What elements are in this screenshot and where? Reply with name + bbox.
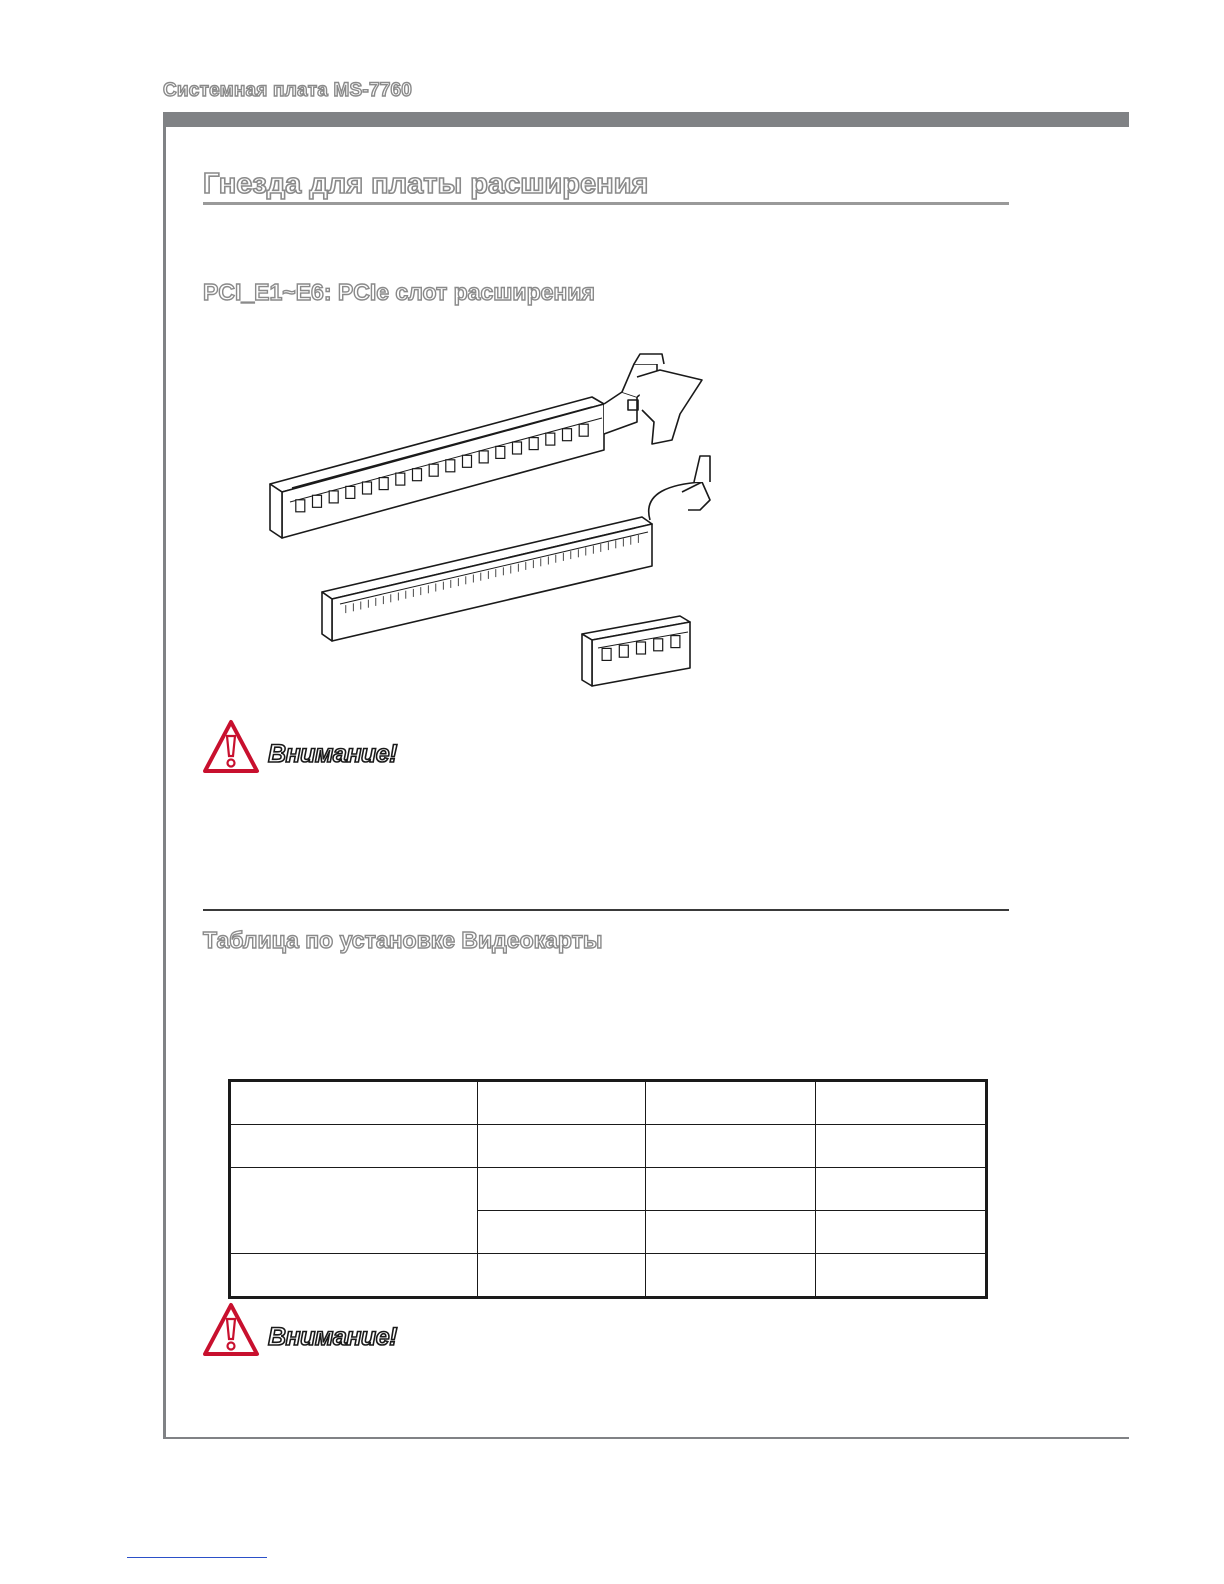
pcie-x16-slot — [270, 354, 702, 538]
section-title: Гнезда для платы расширения — [203, 168, 649, 200]
table-cell — [478, 1168, 646, 1211]
left-margin-rule — [163, 112, 166, 1439]
table-cell — [230, 1254, 478, 1298]
table-cell — [646, 1254, 816, 1298]
warning-notice-2 — [202, 1301, 397, 1359]
table-row — [230, 1081, 987, 1125]
table-cell — [646, 1125, 816, 1168]
table-cell — [230, 1125, 478, 1168]
table-cell — [478, 1254, 646, 1298]
table-cell — [816, 1125, 987, 1168]
table-title: Таблица по установке Видеокарты — [203, 927, 603, 953]
bottom-rule — [163, 1437, 1129, 1439]
table-cell — [478, 1081, 646, 1125]
table-cell — [230, 1081, 478, 1125]
table-cell — [646, 1081, 816, 1125]
table-cell — [478, 1211, 646, 1254]
section-divider — [203, 909, 1009, 911]
table-cell — [816, 1254, 987, 1298]
pcie-slots-illustration — [262, 352, 722, 702]
table-cell — [646, 1168, 816, 1211]
table-row — [230, 1168, 987, 1211]
table-cell — [816, 1211, 987, 1254]
table-cell — [230, 1168, 478, 1254]
warning-label: Внимание! — [268, 1322, 397, 1351]
warning-label: Внимание! — [268, 739, 397, 768]
section-underline — [203, 202, 1009, 205]
table-row — [230, 1125, 987, 1168]
warning-triangle-icon — [202, 718, 260, 776]
warning-notice-1 — [202, 718, 397, 776]
table-cell — [816, 1168, 987, 1211]
header-bar — [163, 112, 1129, 127]
page-header-title: Системная плата MS-7760 — [163, 80, 413, 101]
warning-triangle-icon — [202, 1301, 260, 1359]
footer-link-underline — [127, 1557, 267, 1558]
slot-subtitle: PCI_E1~E6: PCIe слот расширения — [203, 279, 595, 305]
table-cell — [646, 1211, 816, 1254]
table-cell — [816, 1081, 987, 1125]
graphics-card-installation-table — [228, 1079, 988, 1299]
table-row — [230, 1254, 987, 1298]
table-cell — [478, 1125, 646, 1168]
